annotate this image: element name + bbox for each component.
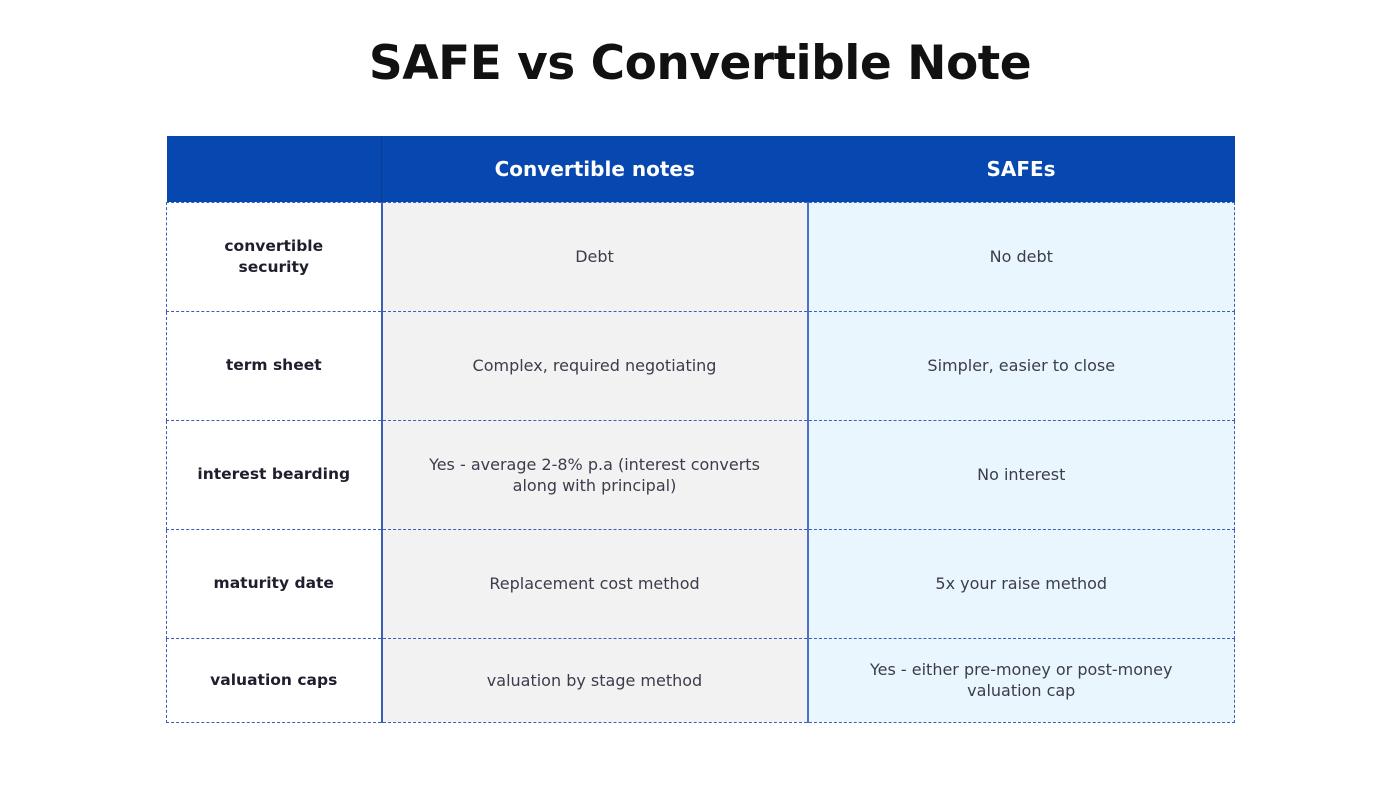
page-title: SAFE vs Convertible Note: [368, 36, 1032, 91]
table-row: [167, 311, 1235, 420]
row-label: term sheet: [167, 311, 382, 420]
table-row: [167, 638, 1235, 722]
table-row: [167, 529, 1235, 638]
header-convertible-notes: Convertible notes: [382, 136, 808, 202]
row-label: valuation caps: [167, 638, 382, 722]
convertible-notes-cell: Yes - average 2-8% p.a (interest converts along with principal): [382, 420, 808, 529]
row-label: convertible security: [167, 202, 382, 311]
safes-cell: No interest: [808, 420, 1235, 529]
header-corner-cell: [167, 136, 382, 202]
convertible-notes-cell: valuation by stage method: [382, 638, 808, 722]
safes-cell: Simpler, easier to close: [808, 311, 1235, 420]
convertible-notes-cell: Debt: [382, 202, 808, 311]
table-row: [167, 202, 1235, 311]
header-safes: SAFEs: [808, 136, 1235, 202]
comparison-table: [166, 136, 1235, 723]
table-row: [167, 420, 1235, 529]
safes-cell: 5x your raise method: [808, 529, 1235, 638]
convertible-notes-cell: Replacement cost method: [382, 529, 808, 638]
convertible-notes-cell: Complex, required negotiating: [382, 311, 808, 420]
safes-cell: No debt: [808, 202, 1235, 311]
safes-cell: Yes - either pre-money or post-money valuation cap: [808, 638, 1235, 722]
row-label: interest bearding: [167, 420, 382, 529]
table-header-row: [167, 136, 1235, 202]
row-label: maturity date: [167, 529, 382, 638]
